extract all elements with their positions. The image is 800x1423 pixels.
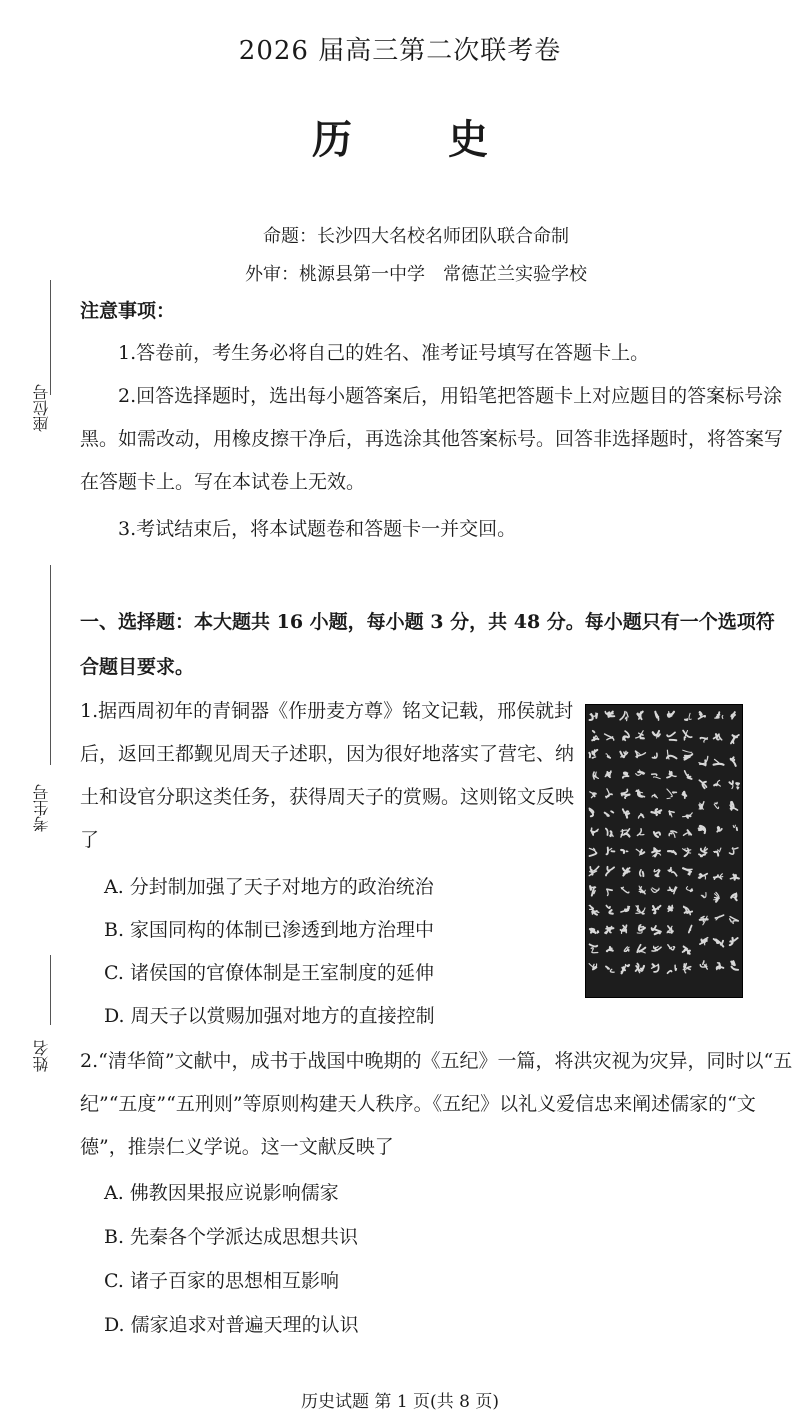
inscription-glyph-stroke — [688, 872, 690, 874]
inscription-glyph-stroke — [621, 888, 629, 893]
inscription-glyph-stroke — [623, 776, 629, 778]
inscription-glyph-stroke — [732, 761, 735, 766]
inscription-glyph-stroke — [654, 849, 655, 850]
inscription-glyph-stroke — [667, 732, 675, 736]
inscription-glyph-stroke — [609, 910, 612, 914]
inscription-glyph-stroke — [640, 833, 644, 835]
inscription-glyph-stroke — [667, 798, 670, 799]
question-1-option-a: A. 分封制加强了天子对地方的政治统治 — [104, 876, 434, 898]
inscription-glyph-stroke — [671, 929, 672, 933]
inscription-glyph-stroke — [722, 716, 723, 719]
notice-item-3: 3.考试结束后，将本试题卷和答题卡一并交回。 — [118, 518, 517, 540]
inscription-glyph-stroke — [591, 796, 593, 798]
inscription-glyph-stroke — [685, 719, 687, 720]
inscription-glyph-stroke — [638, 772, 643, 773]
inscription-glyph-stroke — [591, 871, 592, 875]
inscription-glyph-stroke — [606, 871, 610, 875]
inscription-glyph-stroke — [669, 833, 672, 835]
inscription-glyph-stroke — [714, 850, 719, 852]
inscription-glyph-stroke — [700, 738, 707, 739]
inscription-glyph-stroke — [591, 948, 593, 950]
inscription-glyph-stroke — [675, 965, 676, 970]
inscription-glyph-stroke — [641, 712, 642, 719]
inscription-glyph-stroke — [671, 868, 672, 871]
question-1-option-b: B. 家国同构的体制已渗透到地方治理中 — [104, 919, 435, 941]
inscription-glyph-stroke — [683, 750, 692, 752]
question-2-option-d: D. 儒家追求对普遍天理的认识 — [104, 1314, 359, 1336]
inscription-glyph-stroke — [715, 803, 717, 804]
inscription-glyph-stroke — [590, 886, 591, 890]
inscription-glyph-stroke — [596, 772, 599, 778]
inscription-glyph-stroke — [700, 874, 702, 875]
inscription-glyph-stroke — [609, 848, 612, 850]
inscription-glyph-stroke — [720, 874, 723, 877]
inscription-glyph-stroke — [674, 887, 677, 893]
inscription-glyph-stroke — [668, 712, 669, 717]
subject-char-2: 史 — [448, 116, 488, 163]
inscription-glyph-stroke — [628, 906, 629, 909]
inscription-glyph-stroke — [594, 911, 597, 915]
inscription-glyph-stroke — [684, 792, 685, 798]
inscription-glyph-stroke — [731, 716, 733, 718]
inscription-glyph-stroke — [714, 784, 717, 785]
inscription-glyph-stroke — [596, 714, 597, 718]
inscription-glyph-stroke — [704, 847, 707, 851]
inscription-glyph-stroke — [669, 811, 674, 812]
notice-item-1: 1.答卷前，考生务必将自己的姓名、准考证号填写在答题卡上。 — [118, 342, 650, 364]
inscription-glyph-stroke — [730, 919, 732, 922]
inscription-glyph-stroke — [590, 944, 598, 946]
subject-title — [0, 108, 800, 165]
inscription-glyph-stroke — [703, 961, 705, 965]
inscription-glyph-stroke — [594, 737, 595, 740]
inscription-glyph-stroke — [730, 851, 734, 854]
inscription-glyph-stroke — [717, 715, 719, 717]
inscription-glyph-stroke — [671, 832, 675, 838]
inscription-glyph-stroke — [605, 813, 609, 816]
name-label: 姓名 — [32, 1040, 51, 1072]
inscription-glyph-stroke — [737, 828, 738, 831]
inscription-glyph-stroke — [673, 792, 677, 793]
question-2-option-a: A. 佛教因果报应说影响儒家 — [104, 1182, 339, 1204]
inscription-glyph-stroke — [685, 754, 692, 756]
inscription-glyph-stroke — [655, 795, 656, 797]
question-1-option-d: D. 周天子以赏赐加强对地方的直接控制 — [104, 1005, 435, 1027]
inscription-glyph-stroke — [592, 757, 595, 758]
inscription-glyph-stroke — [627, 965, 629, 966]
inscription-glyph-stroke — [689, 926, 692, 933]
inscription-glyph-stroke — [624, 947, 627, 952]
inscription-glyph-stroke — [698, 716, 705, 719]
inscription-glyph-stroke — [627, 712, 629, 717]
question-2-option-c: C. 诸子百家的思想相互影响 — [104, 1270, 339, 1292]
inscription-glyph-stroke — [686, 887, 690, 891]
inscription-glyph-stroke — [737, 787, 738, 789]
inscription-glyph-stroke — [607, 738, 614, 740]
inscription-glyph-stroke — [641, 966, 644, 969]
inscription-glyph-stroke — [730, 805, 734, 806]
inscription-glyph-stroke — [667, 789, 672, 797]
inscription-glyph-stroke — [611, 831, 612, 836]
inscription-glyph-stroke — [655, 933, 660, 935]
question-1-stem: 1.据西周初年的青铜器《作册麦方尊》铭文记载，邢侯就封后，返回王都觐见周天子述职，因为很好地落实了营宅、纳土和设官分职这类任务，获得周天子的赏赐。这则铭文反映了 — [80, 700, 575, 851]
inscription-glyph-stroke — [621, 850, 624, 853]
exam-title: 2026 届高三第二次联考卷 — [238, 36, 562, 66]
inscription-glyph-stroke — [592, 887, 594, 895]
inscription-glyph-stroke — [589, 848, 596, 853]
inscription-glyph-stroke — [589, 753, 590, 757]
inscription-glyph-stroke — [607, 890, 608, 895]
inscription-glyph-stroke — [734, 938, 738, 941]
subject-char-1: 历 — [312, 116, 352, 163]
inscription-glyph-stroke — [658, 907, 659, 909]
inscription-glyph-stroke — [593, 731, 595, 733]
inscription-glyph-stroke — [719, 963, 720, 968]
inscription-glyph-stroke — [592, 739, 598, 741]
inscription-glyph-stroke — [730, 941, 731, 942]
inscription-glyph-stroke — [622, 789, 628, 793]
inscription-glyph-stroke — [640, 925, 644, 927]
inscription-glyph-stroke — [609, 949, 611, 951]
seat-number-label: 座位号 — [32, 384, 51, 432]
inscription-glyph-stroke — [684, 833, 690, 835]
inscription-glyph-stroke — [593, 833, 594, 835]
inscription-glyph-stroke — [636, 774, 641, 776]
inscription-glyph-stroke — [654, 777, 661, 779]
inscription-glyph-stroke — [702, 802, 704, 808]
inscription-glyph-stroke — [652, 774, 657, 775]
inscription-glyph-stroke — [672, 872, 677, 876]
inscription-glyph-stroke — [605, 734, 613, 737]
inscription-glyph-stroke — [636, 849, 640, 855]
inscription-glyph-stroke — [626, 868, 630, 871]
inscription-glyph-stroke — [687, 967, 690, 970]
inscription-glyph-stroke — [594, 848, 595, 850]
notice-heading: 注意事项： — [80, 300, 176, 322]
seat-number-line — [50, 280, 51, 395]
inscription-glyph-stroke — [593, 793, 596, 796]
exam-number-label: 考生号 — [32, 784, 51, 832]
inscription-glyph-stroke — [624, 751, 626, 754]
inscription-glyph-stroke — [625, 717, 627, 720]
inscription-glyph-stroke — [611, 811, 613, 812]
credit-line-1: 命题：长沙四大名校名师团队联合命制 — [263, 226, 569, 247]
inscription-glyph-stroke — [668, 971, 672, 973]
inscription-glyph-stroke — [734, 876, 735, 880]
inscription-glyph-stroke — [607, 867, 614, 871]
inscription-glyph-stroke — [623, 872, 626, 875]
inscription-glyph-stroke — [656, 832, 660, 834]
inscription-glyph-stroke — [714, 804, 718, 808]
inscription-glyph-stroke — [620, 712, 625, 720]
inscription-glyph-stroke — [641, 814, 644, 817]
name-line — [50, 955, 51, 1025]
inscription-glyph-stroke — [670, 740, 677, 741]
inscription-glyph-stroke — [592, 750, 595, 754]
question-1-option-c: C. 诸侯国的官僚体制是王室制度的延伸 — [104, 962, 434, 984]
exam-number-line — [50, 565, 51, 765]
inscription-glyph-stroke — [719, 848, 720, 852]
inscription-glyph-stroke — [592, 952, 598, 953]
inscription-glyph-stroke — [606, 794, 612, 797]
credit-line-2: 外审：桃源县第一中学 常德芷兰实验学校 — [245, 264, 587, 285]
inscription-glyph-stroke — [626, 773, 627, 775]
inscription-glyph-stroke — [668, 945, 674, 950]
inscription-glyph-stroke — [732, 967, 739, 970]
inscription-glyph-stroke — [685, 771, 689, 776]
inscription-glyph-stroke — [668, 870, 670, 872]
inscription-glyph-stroke — [653, 731, 659, 735]
inscription-glyph-stroke — [691, 889, 693, 891]
inscription-glyph-stroke — [606, 829, 608, 835]
question-2-stem: 2.“清华简”文献中，成书于战国中晚期的《五纪》一篇，将洪灾视为灾异，同时以“五纪”“五度”“五刑则”等原则构建天人秩序。《五纪》以礼义爱信忠来阐述儒家的“文德”，推崇仁义学说。这一文献反映了 — [80, 1050, 793, 1158]
inscription-glyph-stroke — [608, 756, 611, 758]
inscription-glyph-stroke — [736, 783, 739, 785]
inscription-glyph-stroke — [688, 777, 692, 779]
notice-item-2: 2.回答选择题时，选出每小题答案后，用铅笔把答题卡上对应题目的答案标号涂黑。如需改动，用橡皮擦干净后，再选涂其他答案标号。回答非选择题时，将答案写在答题卡上。写在本试卷上无效。 — [80, 385, 784, 493]
question-2-option-b: B. 先秦各个学派达成思想共识 — [104, 1226, 359, 1248]
inscription-glyph-stroke — [689, 713, 691, 719]
page-footer: 历史试题 第 1 页(共 8 页) — [301, 1392, 499, 1412]
inscription-glyph-stroke — [657, 871, 659, 877]
inscription-glyph-stroke — [590, 853, 597, 856]
inscription-glyph-stroke — [610, 969, 614, 972]
bronze-inscription-image — [585, 704, 743, 998]
inscription-glyph-stroke — [640, 870, 641, 876]
inscription-glyph-stroke — [701, 916, 704, 918]
inscription-glyph-stroke — [597, 931, 598, 933]
inscription-glyph-stroke — [715, 852, 719, 856]
inscription-glyph-stroke — [732, 848, 738, 849]
inscription-glyph-stroke — [714, 764, 724, 765]
inscription-glyph-stroke — [606, 967, 609, 969]
inscription-glyph-stroke — [699, 854, 702, 856]
inscription-glyph-stroke — [626, 851, 627, 852]
inscription-glyph-stroke — [639, 948, 645, 952]
inscription-glyph-stroke — [606, 906, 610, 908]
inscription-glyph-stroke — [703, 854, 706, 855]
inscription-glyph-stroke — [607, 848, 608, 855]
inscription-glyph-stroke — [733, 825, 735, 827]
section-heading: 一、选择题：本大题共 16 小题，每小题 3 分，共 48 分。每小题只有一个选项符合题目要求。 — [80, 611, 775, 678]
inscription-glyph-stroke — [643, 872, 644, 876]
inscription-rubbing-texture — [586, 705, 742, 997]
